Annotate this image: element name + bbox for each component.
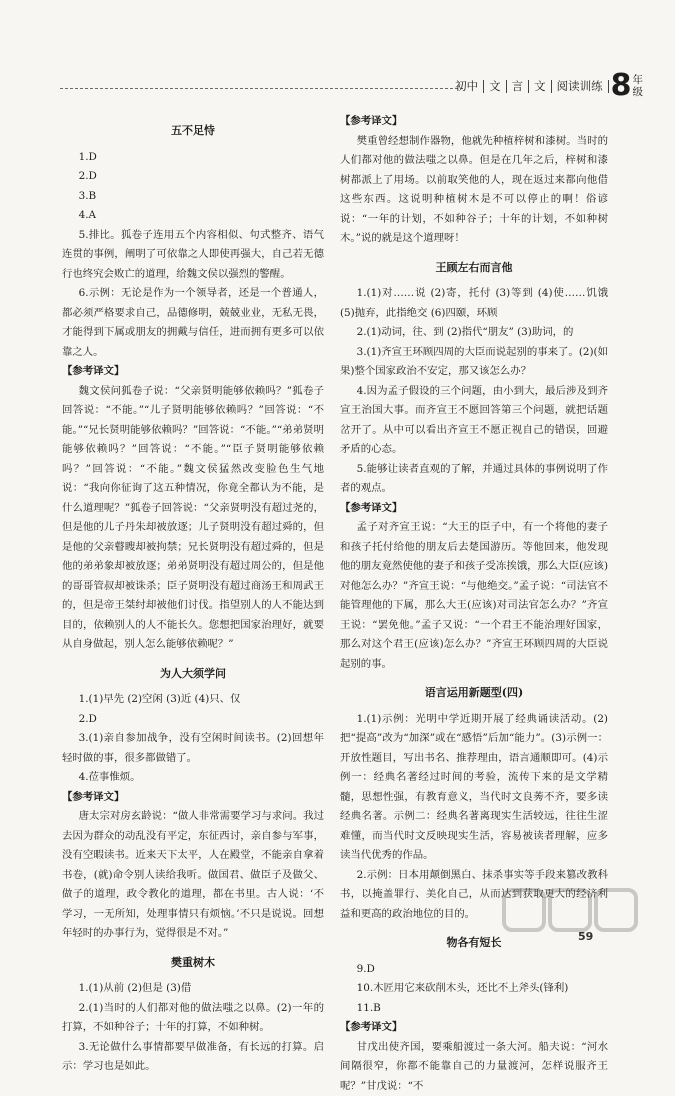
answer-item: 4.A (62, 206, 324, 226)
section-title: 为人大须学问 (62, 664, 324, 684)
series-title-segment: 言 (507, 80, 530, 93)
grade-number: 8 (611, 72, 632, 100)
answer-item: 1.D (62, 148, 324, 168)
series-title-segment: 文 (484, 80, 507, 93)
translation-paragraph: 孟子对齐宣王说：“大王的臣子中，有一个将他的妻子和孩子托付给他的朋友后去楚国游历。等他回来，他发现他的朋友竟然使他的妻子和孩子受冻挨饿，那么大臣(应该)对他怎么办？”齐宣王说：“与他绝交。”孟子说：“司法官不能管理他的下属，那么大王(应该)对司法官怎么办？”齐宣王说：“罢免他。”孟子又说：“一个君王不能治理好国家，那么对这个君王(应该)怎么办？”齐宣王环顾四周的大臣说起别的事。 (340, 518, 608, 674)
reference-translation-label: 【参考译文】 (62, 362, 324, 382)
answer-item: 11.B (340, 999, 608, 1019)
answer-item: 9.D (340, 960, 608, 980)
page-header (0, 68, 675, 104)
page-number: 59 (578, 930, 593, 943)
series-title-segment: 文 (529, 80, 552, 93)
answer-paragraph: 3.无论做什么事情都要早做准备，有长远的打算。启示：学习也是如此。 (62, 1038, 324, 1077)
answer-item: 2.D (62, 710, 324, 730)
reference-translation-label: 【参考译文】 (340, 1018, 608, 1038)
grade-char: 年 (633, 74, 644, 86)
answer-paragraph: 3.(1)亲自参加战争，没有空闲时间读书。(2)回想年轻时做的事，很多都做错了。 (62, 729, 324, 768)
answer-item: 3.B (62, 187, 324, 207)
series-title-segment: 初中 (450, 80, 484, 93)
answer-item: 1.(1)从前 (2)但是 (3)借 (62, 979, 324, 999)
watermark-stamp-icon (500, 884, 640, 940)
section-title: 语言运用新题型(四) (340, 683, 608, 703)
section-title: 物各有短长 (340, 933, 608, 953)
reference-translation-label: 【参考译文】 (340, 112, 608, 132)
left-column (62, 112, 324, 1077)
answer-paragraph: 2.(1)当时的人们都对他的做法嗤之以鼻。(2)一年的打算，不如种谷子；十年的打算，不如种树。 (62, 999, 324, 1038)
translation-paragraph: 樊重曾经想制作器物，他就先种植梓树和漆树。当时的人们都对他的做法嗤之以鼻。但是在几年之后，梓树和漆树都派上了用场。以前取笑他的人，现在返过来都向他借这些东西。这说明种植树木是不可以停止的啊！俗谚说：“一年的计划，不如种谷子；十年的计划，不如种树木。”说的就是这个道理呀！ (340, 132, 608, 249)
reference-translation-label: 【参考译文】 (62, 788, 324, 808)
reference-translation-label: 【参考译文】 (340, 499, 608, 519)
translation-paragraph: 唐太宗对房玄龄说：“做人非常需要学习与求问。我过去因为群众的动乱没有平定，东征西讨，亲自参与军事，没有空暇读书。近来天下太平，人在殿堂，不能亲自拿着书卷，(就)命令别人读给我听。做国君、做臣子及做父、做子的道理，政令教化的道理，都在书里。古人说：‘不学习，一无所知，处理事情只有烦恼。’不只是说说。回想年轻时的办事行为，觉得很是不对。” (62, 807, 324, 944)
section-title: 王顾左右而言他 (340, 258, 608, 278)
answer-paragraph: 5.能够让读者直观的了解，并通过具体的事例说明了作者的观点。 (340, 460, 608, 499)
answer-item: 2.D (62, 167, 324, 187)
translation-paragraph: 魏文侯问狐卷子说：“父亲贤明能够依赖吗？”狐卷子回答说：“不能。”“儿子贤明能够依赖吗？”回答说：“不能。”“兄长贤明能够依赖吗？”回答说：“不能。”“弟弟贤明能够依赖吗？”回答说：“不能。”“臣子贤明能够依赖吗？”回答说：“不能。”魏文侯猛然改变脸色生气地说：“我向你征询了这五种情况，你竟全都认为不能，是什么道理呢？”狐卷子回答说：“父亲贤明没有超过尧的，但是他的儿子丹朱却被放逐；儿子贤明没有超过舜的，但是他的父亲瞽瞍却被拘禁；兄长贤明没有超过舜的，但是他的弟弟象却被放逐；弟弟贤明没有超过周公的，但是他的哥哥管叔却被诛杀；臣子贤明没有超过商汤王和周武王的，但是帝王桀纣却被他们讨伐。指望别人的人不能达到目的，依赖别人的人不能长久。您想把国家治理好，就要从自身做起，别人怎么能够依赖呢？” (62, 382, 324, 655)
answer-paragraph: 1.(1)示例：光明中学近期开展了经典诵读活动。(2)把“提高”改为“加深”或在“感悟”后加“能力”。(3)示例一：开放性题目，写出书名、推荐理由，语言通顺即可。(4)示例一：经典名著经过时间的考验，流传下来的是文学精髓，思想性强，有教育意义，当代时文良莠不齐，要多读经典名著。示例二：经典名著离现实生活较远，往往生涩难懂，而当代时文反映现实生活，容易被读者理解，应多读当代优秀的作品。 (340, 710, 608, 866)
grade-label (633, 74, 644, 98)
answer-paragraph: 2.(1)动词，往、到 (2)指代“朋友” (3)助词，的 (340, 323, 608, 343)
answer-item: 1.(1)早先 (2)空闲 (3)近 (4)只、仅 (62, 690, 324, 710)
section-title: 樊重树木 (62, 953, 324, 973)
section-title: 五不足恃 (62, 121, 324, 141)
translation-paragraph: 甘戊出使齐国，要乘船渡过一条大河。船夫说：“河水间隔很窄，你都不能靠自己的力量渡河，怎样说服齐王呢？”甘戊说：“不 (340, 1038, 608, 1096)
series-title-segment: 阅读训练 (552, 80, 609, 93)
answer-paragraph: 3.(1)齐宣王环顾四周的大臣而说起别的事来了。(2)(如果)整个国家政治不安定，那又该怎么办？ (340, 343, 608, 382)
grade-char: 级 (633, 86, 644, 98)
answer-item: 10.木匠用它来砍削木头，还比不上斧头(锋利) (340, 979, 608, 999)
right-column (340, 112, 608, 1096)
answer-paragraph: 4.莅事惟烦。 (62, 768, 324, 788)
answer-paragraph: 1.(1)对……说 (2)寄，托付 (3)等到 (4)使……饥饿 (5)抛弃，此指绝交 (6)四颐，环顾 (340, 284, 608, 323)
header-dashed-rule (60, 88, 463, 89)
series-title (450, 72, 643, 100)
answer-paragraph: 6.示例：无论是作为一个领导者，还是一个普通人，都必须严格要求自己，品德修明，兢兢业业，无私无畏，才能得到下属或朋友的拥戴与信任，进而拥有更多可以依靠之人。 (62, 284, 324, 362)
answer-paragraph: 4.因为孟子假设的三个问题，由小到大，最后涉及到齐宣王治国大事。而齐宣王不愿回答第三个问题，就把话题岔开了。从中可以看出齐宣王不愿正视自己的错误，回避矛盾的心态。 (340, 382, 608, 460)
answer-paragraph: 5.排比。狐卷子连用五个内容相似、句式整齐、语气连贯的事例，阐明了可依靠之人即使再强大，自己若无德行也终究会败亡的道理，给魏文侯以强烈的警醒。 (62, 226, 324, 285)
answer-paragraph: 2.示例：日本用颠倒黑白、抹杀事实等手段来篡改教科书，以掩盖罪行、美化自己，从而达到获取更大的经济利益和更高的政治地位的目的。 (340, 866, 608, 925)
